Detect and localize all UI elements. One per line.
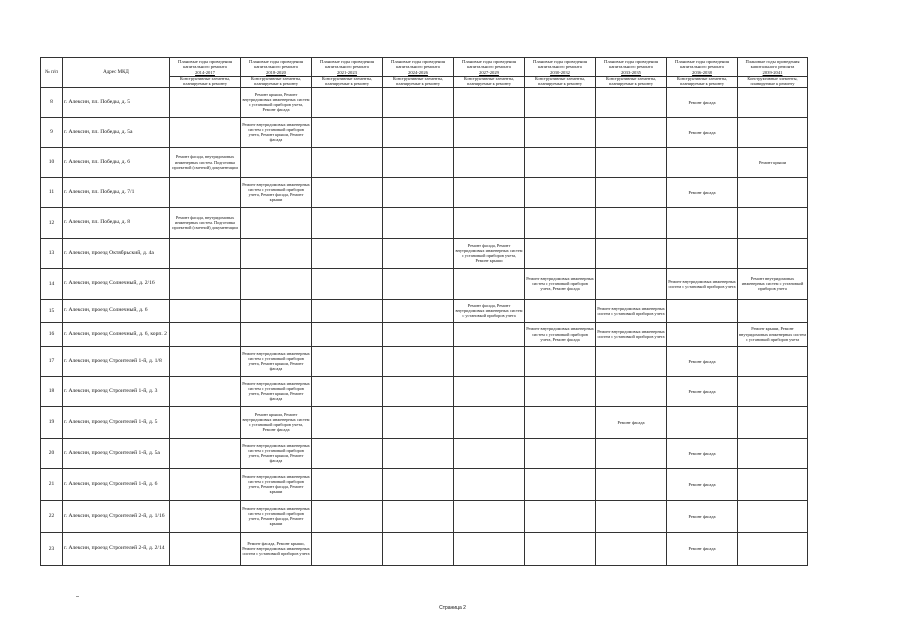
column-subheader: Конструктивные элементы, планируемые к ремонту (667, 77, 738, 88)
column-subheader: Конструктивные элементы, планируемые к ремонту (312, 77, 383, 88)
column-subheader: Конструктивные элементы, планируемые к ремонту (170, 77, 241, 88)
repair-cell: Ремонт фасада (667, 346, 738, 376)
repair-cell (170, 177, 241, 207)
column-subheader: Конструктивные элементы, планируемые к ремонту (738, 77, 808, 88)
repair-cell (312, 376, 383, 406)
repair-cell (312, 268, 383, 299)
repair-cell (454, 406, 525, 438)
table-row (41, 406, 808, 438)
repair-cell: Ремонт фасада (667, 87, 738, 117)
period-years: 2024-2026 (408, 69, 428, 75)
repair-cell (596, 207, 667, 238)
repair-cell: Ремонт фасада, Ремонт внутридомовых инженерных систем с установкой приборов учета, Ремонт крыши (454, 238, 525, 268)
repair-cell (241, 207, 312, 238)
repair-cell: Ремонт внутридомовых инженерных систем с установкой приборов учета, Ремонт фасада, Ремонт крыши (241, 500, 312, 532)
period-title: Плановые годы проведения капитального ремонта (462, 59, 516, 70)
row-address: г. Алексин, проезд Октябрьский, д. 4а (63, 238, 170, 268)
repair-cell (667, 299, 738, 322)
period-title: Плановые годы проведения капитального ремонта (675, 59, 729, 70)
row-number: 14 (41, 268, 63, 299)
page-footer: Страница 2 (439, 605, 466, 611)
column-subheader: Конструктивные элементы, планируемые к ремонту (596, 77, 667, 88)
row-number: 21 (41, 468, 63, 500)
repair-cell (596, 238, 667, 268)
repair-cell (383, 147, 454, 177)
repair-cell (241, 268, 312, 299)
repair-cell: Ремонт внутридомовых инженерных систем с установкой приборов учета (596, 322, 667, 346)
row-address: г. Алексин, проезд Солнечный, д. 2/16 (63, 268, 170, 299)
period-years: 2018-2020 (266, 69, 286, 75)
repair-cell (170, 438, 241, 468)
repair-cell (454, 268, 525, 299)
repair-cell (454, 322, 525, 346)
column-header-period (525, 58, 596, 77)
repair-cell: Ремонт внутридомовых инженерных систем с установкой приборов учета, Ремонт фасада (525, 268, 596, 299)
table-row (41, 207, 808, 238)
column-header-period (241, 58, 312, 77)
period-title: Плановые годы проведения капитального ремонта (745, 59, 800, 70)
repair-cell (383, 207, 454, 238)
row-number: 19 (41, 406, 63, 438)
table-body (41, 87, 808, 565)
column-subheader: Конструктивные элементы, планируемые к ремонту (454, 77, 525, 88)
table-row (41, 322, 808, 346)
repair-cell (170, 299, 241, 322)
repair-cell (738, 500, 808, 532)
repair-cell (312, 438, 383, 468)
repair-cell: Ремонт фасада, Ремонт крыши, Ремонт внутридомовых инженерных систем с установкой приборов учета (241, 532, 312, 565)
column-header-number: № п/п (41, 58, 63, 88)
column-header-period (596, 58, 667, 77)
table-row (41, 346, 808, 376)
repair-cell: Ремонт внутридомовых инженерных систем с установкой приборов учета (738, 268, 808, 299)
repair-cell (738, 376, 808, 406)
repair-cell: Ремонт фасада (596, 406, 667, 438)
repair-cell (596, 177, 667, 207)
row-address: г. Алексин, пл. Победы, д. 6 (63, 147, 170, 177)
repair-cell (525, 147, 596, 177)
period-years: 2036-2038 (692, 69, 712, 75)
repair-cell (383, 238, 454, 268)
repair-cell: Ремонт фасада (667, 177, 738, 207)
row-address: г. Алексин, проезд Строителей 1-й, д. 5а (63, 438, 170, 468)
column-subheader: Конструктивные элементы, планируемые к ремонту (241, 77, 312, 88)
table-row (41, 177, 808, 207)
period-title: Плановые годы проведения капитального ремонта (391, 59, 445, 70)
repair-cell (170, 406, 241, 438)
repair-cell (170, 346, 241, 376)
table-row (41, 147, 808, 177)
repair-cell (170, 238, 241, 268)
repair-cell (312, 207, 383, 238)
repair-cell (383, 177, 454, 207)
repair-cell (170, 117, 241, 147)
period-years: 2014-2017 (195, 69, 215, 75)
repair-cell (170, 468, 241, 500)
repair-cell: Ремонт крыши, Ремонт внутридомовых инженерных систем с установкой приборов учета (738, 322, 808, 346)
repair-cell (383, 438, 454, 468)
repair-cell (383, 406, 454, 438)
repair-cell (170, 376, 241, 406)
repair-cell (383, 322, 454, 346)
period-years: 2027-2029 (479, 69, 499, 75)
repair-cell (525, 500, 596, 532)
row-number: 10 (41, 147, 63, 177)
repair-cell (170, 322, 241, 346)
repair-cell (454, 500, 525, 532)
row-address: г. Алексин, проезд Строителей 2-й, д. 2/14 (63, 532, 170, 565)
repair-cell (383, 117, 454, 147)
repair-cell (667, 207, 738, 238)
repair-cell (170, 500, 241, 532)
repair-cell: Ремонт фасада (667, 468, 738, 500)
repair-cell (454, 147, 525, 177)
column-subheader: Конструктивные элементы, планируемые к ремонту (383, 77, 454, 88)
repair-cell (170, 87, 241, 117)
table-row (41, 468, 808, 500)
repair-cell (383, 468, 454, 500)
repair-cell: Ремонт внутридомовых инженерных систем с установкой приборов учета, Ремонт фасада, Ремонт крыши (241, 468, 312, 500)
table-row (41, 117, 808, 147)
row-address: г. Алексин, проезд Солнечный, д. 6 (63, 299, 170, 322)
schedule-sheet (40, 57, 807, 566)
row-number: 18 (41, 376, 63, 406)
repair-cell (525, 177, 596, 207)
repair-cell: Ремонт фасада, внутридомовых инженерных систем. Подготовка проектной (сметной) документации (170, 147, 241, 177)
column-header-period (667, 58, 738, 77)
repair-cell (312, 468, 383, 500)
repair-cell: Ремонт крыши (738, 147, 808, 177)
repair-cell (170, 532, 241, 565)
repair-cell: Ремонт фасада (667, 438, 738, 468)
repair-cell (170, 268, 241, 299)
repair-cell: Ремонт крыши, Ремонт внутридомовых инженерных систем с установкой приборов учета, Ремонт фасада (241, 87, 312, 117)
repair-cell (241, 299, 312, 322)
repair-cell (454, 117, 525, 147)
repair-cell (454, 376, 525, 406)
row-number: 13 (41, 238, 63, 268)
repair-cell: Ремонт внутридомовых инженерных систем с установкой приборов учета, Ремонт фасада (525, 322, 596, 346)
repair-cell (738, 238, 808, 268)
repair-cell (454, 207, 525, 238)
repair-cell: Ремонт фасада, Ремонт внутридомовых инженерных систем с установкой приборов учета (454, 299, 525, 322)
repair-cell (738, 532, 808, 565)
column-header-period (383, 58, 454, 77)
table-row (41, 268, 808, 299)
period-title: Плановые годы проведения капитального ремонта (178, 59, 232, 70)
repair-cell (738, 438, 808, 468)
period-years: 2039-2041 (762, 69, 783, 75)
repair-cell (383, 500, 454, 532)
repair-cell: Ремонт крыши, Ремонт внутридомовых инженерных систем с установкой приборов учета, Ремонт фасада (241, 406, 312, 438)
table-row (41, 87, 808, 117)
repair-cell (383, 346, 454, 376)
table-row (41, 500, 808, 532)
row-number: 16 (41, 322, 63, 346)
repair-cell (596, 346, 667, 376)
repair-cell (596, 500, 667, 532)
repair-cell (738, 468, 808, 500)
repair-cell (454, 438, 525, 468)
repair-cell: Ремонт фасада (667, 500, 738, 532)
repair-cell (454, 468, 525, 500)
repair-cell: Ремонт фасада (667, 376, 738, 406)
column-header-period (312, 58, 383, 77)
repair-cell (454, 87, 525, 117)
repair-cell (383, 87, 454, 117)
repair-cell (312, 500, 383, 532)
repair-cell (667, 406, 738, 438)
table-row (41, 438, 808, 468)
repair-cell (241, 238, 312, 268)
repair-cell (312, 177, 383, 207)
repair-cell (241, 322, 312, 346)
repair-cell (667, 238, 738, 268)
period-title: Плановые годы проведения капитального ремонта (533, 59, 587, 70)
column-subheader: Конструктивные элементы, планируемые к ремонту (525, 77, 596, 88)
period-title: Плановые годы проведения капитального ремонта (249, 59, 303, 70)
period-years: 2021-2023 (337, 69, 357, 75)
repair-cell (596, 532, 667, 565)
repair-cell: Ремонт внутридомовых инженерных систем с установкой приборов учета, Ремонт крыши, Ремонт фасада (241, 117, 312, 147)
repair-cell (525, 406, 596, 438)
row-address: г. Алексин, проезд Строителей 2-й, д. 1/16 (63, 500, 170, 532)
row-number: 8 (41, 87, 63, 117)
row-address: г. Алексин, пл. Победы, д. 5а (63, 117, 170, 147)
row-address: г. Алексин, пл. Победы, д. 8 (63, 207, 170, 238)
row-number: 17 (41, 346, 63, 376)
repair-cell (312, 299, 383, 322)
repair-cell (596, 147, 667, 177)
row-address: г. Алексин, проезд Строителей 1-й, д. 3 (63, 376, 170, 406)
repair-cell (525, 346, 596, 376)
repair-cell (525, 87, 596, 117)
row-address: г. Алексин, пл. Победы, д. 7/1 (63, 177, 170, 207)
repair-cell (454, 346, 525, 376)
period-title: Плановые годы проведения капитального ремонта (320, 59, 374, 70)
repair-cell (312, 346, 383, 376)
repair-cell (596, 87, 667, 117)
row-number: 9 (41, 117, 63, 147)
table-row (41, 299, 808, 322)
repair-cell (596, 268, 667, 299)
repair-cell (525, 238, 596, 268)
repair-cell: Ремонт внутридомовых инженерных систем с установкой приборов учета (596, 299, 667, 322)
period-years: 2033-2035 (621, 69, 641, 75)
repair-cell (312, 322, 383, 346)
row-number: 11 (41, 177, 63, 207)
repair-cell: Ремонт внутридомовых инженерных систем с установкой приборов учета, Ремонт крыши, Ремонт фасада (241, 438, 312, 468)
column-header-period (170, 58, 241, 77)
repair-cell: Ремонт внутридомовых инженерных систем с установкой приборов учета, Ремонт фасада, Ремонт крыши (241, 177, 312, 207)
repair-cell (525, 299, 596, 322)
repair-cell (525, 376, 596, 406)
repair-cell (454, 532, 525, 565)
repair-cell (738, 207, 808, 238)
column-header-period (738, 58, 808, 77)
repair-cell (738, 177, 808, 207)
repair-cell (596, 438, 667, 468)
repair-cell: Ремонт фасада (667, 532, 738, 565)
row-address: г. Алексин, проезд Солнечный, д. 6, корп. 2 (63, 322, 170, 346)
repair-schedule-table (40, 57, 808, 566)
row-address: г. Алексин, пл. Победы, д. 5 (63, 87, 170, 117)
repair-cell (383, 532, 454, 565)
repair-cell: Ремонт внутридомовых инженерных систем с установкой приборов учета, Ремонт крыши, Ремонт фасада (241, 346, 312, 376)
repair-cell (525, 438, 596, 468)
repair-cell (667, 147, 738, 177)
row-address: г. Алексин, проезд Строителей 1-й, д. 5 (63, 406, 170, 438)
repair-cell (312, 238, 383, 268)
scan-mark (76, 596, 79, 597)
repair-cell (738, 406, 808, 438)
repair-cell (312, 147, 383, 177)
row-number: 15 (41, 299, 63, 322)
column-header-period (454, 58, 525, 77)
repair-cell (738, 87, 808, 117)
period-years: 2030-2032 (550, 69, 570, 75)
repair-cell (596, 468, 667, 500)
repair-cell (241, 147, 312, 177)
repair-cell (738, 346, 808, 376)
table-row (41, 238, 808, 268)
row-number: 22 (41, 500, 63, 532)
repair-cell: Ремонт фасада, внутридомовых инженерных систем. Подготовка проектной (сметной) документации (170, 207, 241, 238)
repair-cell: Ремонт фасада (667, 117, 738, 147)
repair-cell (738, 117, 808, 147)
repair-cell (525, 117, 596, 147)
table-row (41, 376, 808, 406)
repair-cell (525, 207, 596, 238)
row-address: г. Алексин, проезд Строителей 1-й, д. 1/8 (63, 346, 170, 376)
row-number: 20 (41, 438, 63, 468)
repair-cell (312, 117, 383, 147)
repair-cell (738, 299, 808, 322)
repair-cell (312, 406, 383, 438)
row-address: г. Алексин, проезд Строителей 1-й, д. 6 (63, 468, 170, 500)
table-row (41, 532, 808, 565)
repair-cell (383, 376, 454, 406)
period-title: Плановые годы проведения капитального ремонта (604, 59, 658, 70)
repair-cell (383, 299, 454, 322)
repair-cell (383, 268, 454, 299)
repair-cell: Ремонт внутридомовых инженерных систем с установкой приборов учета (667, 268, 738, 299)
repair-cell (312, 532, 383, 565)
repair-cell (525, 532, 596, 565)
column-header-address: Адрес МКД (63, 58, 170, 88)
repair-cell (667, 322, 738, 346)
row-number: 12 (41, 207, 63, 238)
repair-cell (312, 87, 383, 117)
repair-cell (525, 468, 596, 500)
repair-cell: Ремонт внутридомовых инженерных систем с установкой приборов учета, Ремонт крыши, Ремонт фасада (241, 376, 312, 406)
repair-cell (596, 376, 667, 406)
repair-cell (596, 117, 667, 147)
repair-cell (454, 177, 525, 207)
row-number: 23 (41, 532, 63, 565)
